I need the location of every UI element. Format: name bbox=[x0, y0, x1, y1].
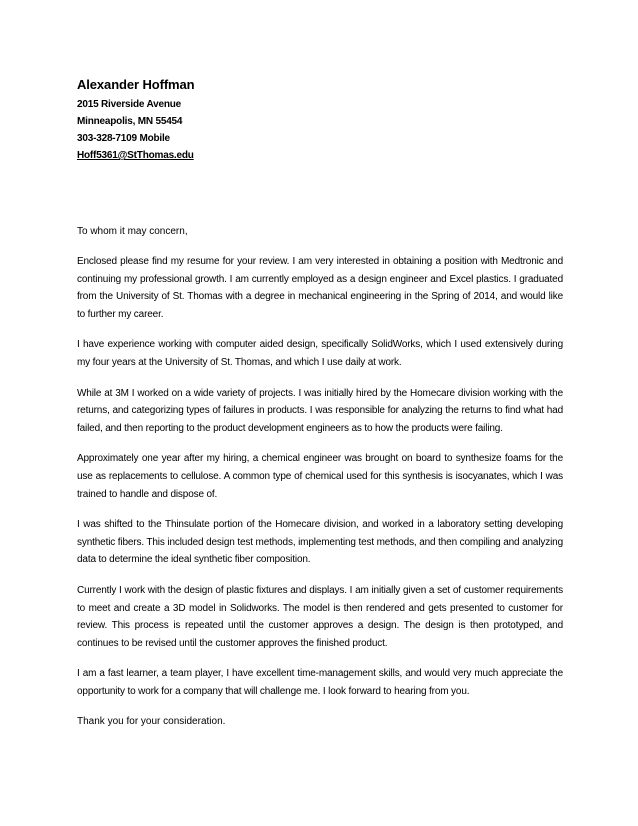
sender-email-link[interactable]: Hoff5361@StThomas.edu bbox=[77, 150, 194, 161]
letter-paragraph-7: I am a fast learner, a team player, I have excellent time-management skills, and would very much appreciate the opportunity to work for a company that will challenge me. I look forward to hearing from you. bbox=[77, 668, 563, 697]
letter-paragraph-6: Currently I work with the design of plastic fixtures and displays. I am initially given a set of customer requirements to meet and create a 3D model in Solidworks. The model is then rendered and gets presented to customer for review. This process is repeated until the customer approves a design. The design is then prototyped, and continues to be revised until the customer approves the finished product. bbox=[77, 584, 563, 649]
letter-paragraph-3: While at 3M I worked on a wide variety of projects. I was initially hired by the Homecare division working with the returns, and categorizing types of failures in products. I was responsible for analyzing the returns to find what had failed, and then reporting to the product development engineers as to how the products were failing. bbox=[77, 387, 563, 434]
closing-line: Thank you for your consideration. bbox=[77, 716, 226, 728]
sender-phone: 303-328-7109 Mobile bbox=[77, 133, 170, 144]
salutation: To whom it may concern, bbox=[77, 226, 188, 237]
letter-paragraph-1: Enclosed please find my resume for your review. I am very interested in obtaining a position with Medtronic and continuing my professional growth. I am currently employed as a design engineer and Excel plastics. I graduated from the University of St. Thomas with a degree in mechanical engineering in the Spring of 2014, and would like to further my career. bbox=[77, 256, 563, 320]
cover-letter-page bbox=[77, 76, 563, 730]
sender-block bbox=[77, 76, 563, 164]
sender-name: Alexander Hoffman bbox=[77, 77, 195, 92]
sender-city: Minneapolis, MN 55454 bbox=[77, 116, 183, 127]
sender-street: 2015 Riverside Avenue bbox=[77, 99, 182, 110]
letter-paragraph-4: Approximately one year after my hiring, a chemical engineer was brought on board to synthesize foams for the use as replacements to cellulose. A common type of chemical used for this synthesis is isocyanates, which I was trained to handle and dispose of. bbox=[77, 453, 563, 500]
letter-paragraph-5: I was shifted to the Thinsulate portion of the Homecare division, and worked in a laboratory setting developing synthetic fibers. This included design test methods, implementing test methods, and then compiling and analyzing data to determine the ideal synthetic fiber composition. bbox=[77, 519, 563, 566]
letter-paragraph-2: I have experience working with computer aided design, specifically SolidWorks, which I used extensively during my four years at the University of St. Thomas, and which I use daily at work. bbox=[77, 339, 563, 368]
